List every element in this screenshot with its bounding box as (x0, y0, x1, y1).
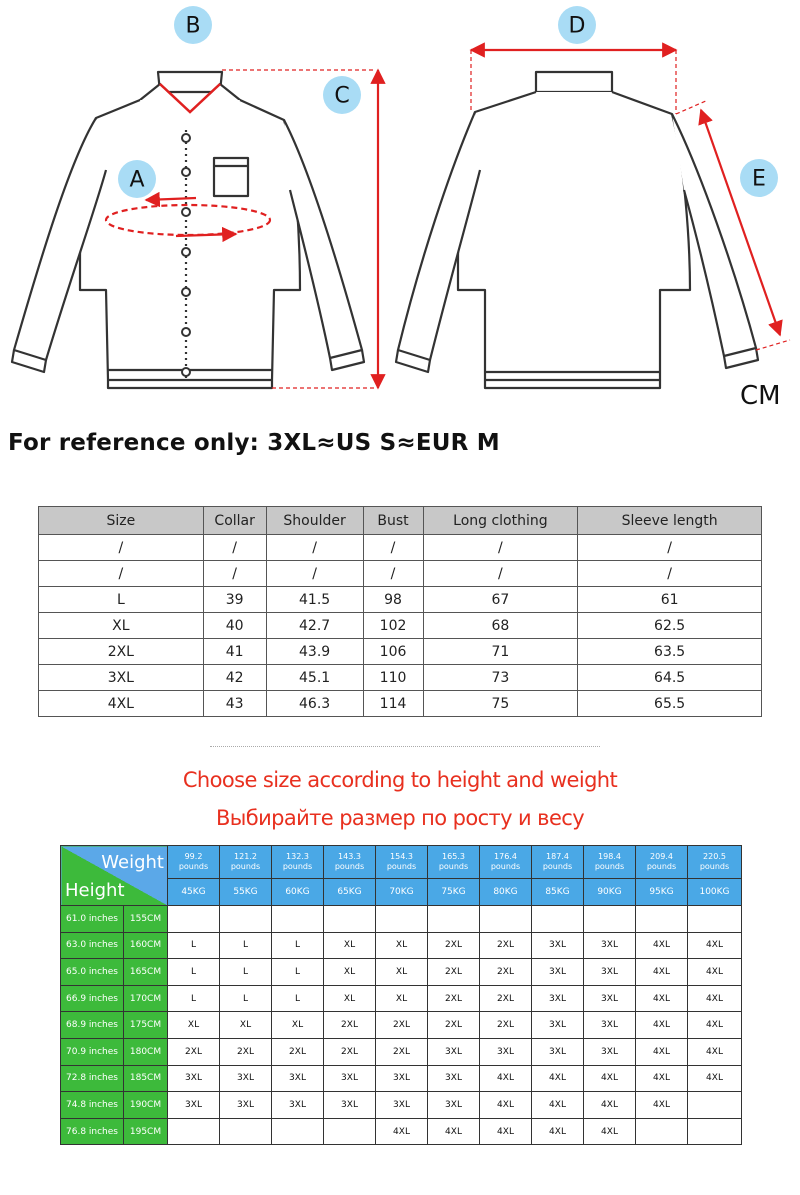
height-cm-cell: 195CM (124, 1118, 168, 1145)
table-row (39, 665, 762, 691)
size-cell (220, 906, 272, 933)
size-cell: 4XL (688, 1038, 742, 1065)
table-cell: 40 (203, 613, 266, 639)
height-cm-cell: 165CM (124, 959, 168, 986)
marker-a (118, 160, 156, 198)
size-cell: L (220, 959, 272, 986)
height-cm-cell: 185CM (124, 1065, 168, 1092)
size-cell: L (220, 932, 272, 959)
table-row (61, 1065, 742, 1092)
size-cell: 3XL (584, 1012, 636, 1039)
size-cell (636, 1118, 688, 1145)
size-cell: 4XL (688, 959, 742, 986)
size-cell: 3XL (168, 1065, 220, 1092)
size-cell: 2XL (480, 959, 532, 986)
table-row (61, 932, 742, 959)
table-cell: 4XL (39, 691, 204, 717)
marker-c (323, 76, 361, 114)
size-cell: 4XL (636, 1038, 688, 1065)
size-cell: XL (168, 1012, 220, 1039)
marker-d (558, 6, 596, 44)
marker-b-label: B (185, 13, 201, 39)
size-cell: 4XL (480, 1065, 532, 1092)
header-size: Size (39, 507, 204, 535)
size-table-header (39, 507, 762, 535)
table-cell: 65.5 (578, 691, 762, 717)
table-row (61, 1038, 742, 1065)
front-shirt-drawing (12, 72, 364, 388)
size-cell: 4XL (636, 1065, 688, 1092)
size-cell: 4XL (532, 1065, 584, 1092)
size-cell: L (272, 985, 324, 1012)
size-cell: 3XL (272, 1092, 324, 1119)
shirt-measurement-diagram (0, 0, 800, 410)
pounds-unit: pounds (699, 862, 730, 871)
marker-b (174, 6, 212, 44)
pounds-unit: pounds (230, 862, 261, 871)
weight-kg-header: 60KG (272, 879, 324, 906)
size-cell: 4XL (636, 932, 688, 959)
pounds-value: 187.4 (546, 852, 569, 861)
size-cell: 2XL (272, 1038, 324, 1065)
table-cell: / (39, 561, 204, 587)
pounds-value: 165.3 (442, 852, 465, 861)
size-cell: 3XL (584, 932, 636, 959)
table-cell: / (423, 535, 578, 561)
section-divider (210, 746, 600, 747)
table-cell: / (363, 535, 423, 561)
size-cell: L (220, 985, 272, 1012)
size-cell: 2XL (428, 985, 480, 1012)
pounds-unit: pounds (594, 862, 625, 871)
size-cell: 2XL (376, 1038, 428, 1065)
size-cell: 4XL (480, 1092, 532, 1119)
table-row (61, 1118, 742, 1145)
size-cell: XL (272, 1012, 324, 1039)
height-cm-cell: 160CM (124, 932, 168, 959)
marker-d-label: D (568, 13, 586, 39)
size-cell: 3XL (324, 1065, 376, 1092)
table-cell: 46.3 (266, 691, 363, 717)
pounds-value: 121.2 (234, 852, 257, 861)
size-cell: 3XL (376, 1092, 428, 1119)
size-cell: 4XL (636, 959, 688, 986)
size-cell (376, 906, 428, 933)
size-cell: 3XL (532, 1012, 584, 1039)
size-cell: 2XL (480, 932, 532, 959)
marker-c-label: C (334, 83, 350, 109)
size-cell: 3XL (376, 1065, 428, 1092)
size-cell (688, 1118, 742, 1145)
size-cell: 4XL (532, 1118, 584, 1145)
pounds-value: 209.4 (650, 852, 673, 861)
size-cell: 3XL (428, 1038, 480, 1065)
size-cell: 3XL (532, 1038, 584, 1065)
size-cell: 2XL (168, 1038, 220, 1065)
size-cell: 4XL (428, 1118, 480, 1145)
table-cell: 75 (423, 691, 578, 717)
size-cell (584, 906, 636, 933)
pounds-value: 143.3 (338, 852, 361, 861)
pounds-value: 220.5 (703, 852, 726, 861)
weight-kg-header: 100KG (688, 879, 742, 906)
pounds-unit: pounds (386, 862, 417, 871)
size-cell: 4XL (584, 1092, 636, 1119)
size-cell: 2XL (324, 1012, 376, 1039)
size-cell: 2XL (480, 1012, 532, 1039)
size-cell: XL (220, 1012, 272, 1039)
header-shoulder: Shoulder (266, 507, 363, 535)
size-cell: 3XL (532, 985, 584, 1012)
table-cell: 3XL (39, 665, 204, 691)
size-cell (168, 906, 220, 933)
table-cell: 71 (423, 639, 578, 665)
height-inches-cell: 76.8 inches (61, 1118, 124, 1145)
size-cell (428, 906, 480, 933)
weight-kg-header: 90KG (584, 879, 636, 906)
table-cell: 64.5 (578, 665, 762, 691)
size-cell: 4XL (636, 1092, 688, 1119)
header-bust: Bust (363, 507, 423, 535)
pounds-value: 132.3 (286, 852, 309, 861)
height-axis-label: Height (65, 880, 125, 901)
table-cell: 62.5 (578, 613, 762, 639)
size-cell: XL (324, 985, 376, 1012)
size-cell: 3XL (324, 1092, 376, 1119)
weight-pounds-header (376, 846, 428, 879)
size-cell: 3XL (168, 1092, 220, 1119)
table-cell: 106 (363, 639, 423, 665)
size-cell: 3XL (584, 1038, 636, 1065)
table-row (39, 587, 762, 613)
height-inches-cell: 65.0 inches (61, 959, 124, 986)
size-cell: 3XL (532, 932, 584, 959)
height-cm-cell: 180CM (124, 1038, 168, 1065)
weight-kg-header: 95KG (636, 879, 688, 906)
table-cell: / (578, 535, 762, 561)
table-cell: 45.1 (266, 665, 363, 691)
weight-pounds-header (480, 846, 532, 879)
table-cell: 98 (363, 587, 423, 613)
weight-kg-header: 45KG (168, 879, 220, 906)
table-cell: / (578, 561, 762, 587)
size-cell: 4XL (636, 1012, 688, 1039)
header-long-clothing: Long clothing (423, 507, 578, 535)
size-cell (220, 1118, 272, 1145)
weight-kg-header: 65KG (324, 879, 376, 906)
table-cell: L (39, 587, 204, 613)
size-cell: 2XL (324, 1038, 376, 1065)
table-row (39, 639, 762, 665)
size-cell: 4XL (584, 1118, 636, 1145)
table-row (61, 1012, 742, 1039)
size-cell: 3XL (532, 959, 584, 986)
size-cell: L (168, 959, 220, 986)
size-cell: 3XL (428, 1065, 480, 1092)
weight-kg-header: 85KG (532, 879, 584, 906)
pounds-unit: pounds (542, 862, 573, 871)
unit-label: CM (740, 381, 781, 410)
table-cell: / (423, 561, 578, 587)
weight-kg-header: 80KG (480, 879, 532, 906)
table-cell: 61 (578, 587, 762, 613)
size-cell: 2XL (428, 932, 480, 959)
size-cell: 4XL (688, 1065, 742, 1092)
table-row (39, 535, 762, 561)
table-cell: / (39, 535, 204, 561)
table-cell: 73 (423, 665, 578, 691)
height-cm-cell: 190CM (124, 1092, 168, 1119)
choose-size-title-english: Choose size according to height and weight (182, 768, 618, 792)
table-cell: / (266, 561, 363, 587)
size-cell (688, 1092, 742, 1119)
size-cell: 4XL (480, 1118, 532, 1145)
weight-kg-header: 75KG (428, 879, 480, 906)
size-cell: XL (376, 932, 428, 959)
size-cell (168, 1118, 220, 1145)
size-cell: 2XL (376, 1012, 428, 1039)
size-cell: XL (324, 932, 376, 959)
table-row (39, 613, 762, 639)
table-cell: 43.9 (266, 639, 363, 665)
size-cell (636, 906, 688, 933)
table-cell: 43 (203, 691, 266, 717)
height-inches-cell: 68.9 inches (61, 1012, 124, 1039)
size-cell (532, 906, 584, 933)
weight-kg-header: 55KG (220, 879, 272, 906)
table-cell: 2XL (39, 639, 204, 665)
size-cell: 3XL (220, 1092, 272, 1119)
size-cell: 3XL (480, 1038, 532, 1065)
table-row (61, 985, 742, 1012)
pounds-unit: pounds (646, 862, 677, 871)
size-cell (324, 906, 376, 933)
size-cell: 3XL (584, 985, 636, 1012)
size-cell: 3XL (272, 1065, 324, 1092)
weight-pounds-header (272, 846, 324, 879)
marker-e-label: E (752, 166, 766, 192)
pounds-value: 198.4 (598, 852, 621, 861)
size-cell (324, 1118, 376, 1145)
size-cell: L (168, 932, 220, 959)
size-cell: 3XL (220, 1065, 272, 1092)
table-cell: 102 (363, 613, 423, 639)
size-cell (272, 1118, 324, 1145)
size-measurement-table (38, 506, 762, 717)
pounds-unit: pounds (438, 862, 469, 871)
size-cell: 4XL (688, 932, 742, 959)
size-cell (480, 906, 532, 933)
size-cell: XL (324, 959, 376, 986)
table-row (39, 691, 762, 717)
height-cm-cell: 155CM (124, 906, 168, 933)
size-cell: 2XL (220, 1038, 272, 1065)
size-cell: L (272, 959, 324, 986)
pounds-value: 154.3 (390, 852, 413, 861)
pounds-unit: pounds (178, 862, 209, 871)
size-cell: XL (376, 985, 428, 1012)
table-cell: 42 (203, 665, 266, 691)
table-cell: XL (39, 613, 204, 639)
table-cell: 114 (363, 691, 423, 717)
size-cell: 2XL (480, 985, 532, 1012)
size-cell: 4XL (376, 1118, 428, 1145)
weight-axis-label: Weight (101, 852, 164, 873)
size-cell: 2XL (428, 1012, 480, 1039)
pounds-value: 176.4 (494, 852, 517, 861)
table-row (61, 906, 742, 933)
weight-height-corner-header (61, 846, 168, 906)
size-cell: 4XL (532, 1092, 584, 1119)
marker-e (740, 159, 778, 197)
size-cell: 4XL (584, 1065, 636, 1092)
table-cell: / (266, 535, 363, 561)
weight-pounds-header (532, 846, 584, 879)
table-cell: 42.7 (266, 613, 363, 639)
pounds-unit: pounds (490, 862, 521, 871)
marker-a-label: A (129, 167, 145, 193)
table-cell: 41 (203, 639, 266, 665)
table-cell: / (363, 561, 423, 587)
height-inches-cell: 72.8 inches (61, 1065, 124, 1092)
weight-pounds-header (584, 846, 636, 879)
table-cell: 68 (423, 613, 578, 639)
size-cell: 4XL (636, 985, 688, 1012)
table-cell: 39 (203, 587, 266, 613)
table-cell: 41.5 (266, 587, 363, 613)
size-cell: 4XL (688, 1012, 742, 1039)
pounds-unit: pounds (334, 862, 365, 871)
table-row (61, 959, 742, 986)
weight-kg-header: 70KG (376, 879, 428, 906)
table-cell: 63.5 (578, 639, 762, 665)
height-cm-cell: 175CM (124, 1012, 168, 1039)
height-inches-cell: 61.0 inches (61, 906, 124, 933)
table-cell: / (203, 535, 266, 561)
height-weight-size-table (60, 845, 742, 1145)
table-cell: / (203, 561, 266, 587)
size-cell: 3XL (584, 959, 636, 986)
height-inches-cell: 66.9 inches (61, 985, 124, 1012)
height-inches-cell: 74.8 inches (61, 1092, 124, 1119)
weight-pounds-row (61, 846, 742, 879)
table-cell: 110 (363, 665, 423, 691)
size-cell: XL (376, 959, 428, 986)
size-cell: 2XL (428, 959, 480, 986)
header-collar: Collar (203, 507, 266, 535)
pounds-unit: pounds (282, 862, 313, 871)
height-inches-cell: 70.9 inches (61, 1038, 124, 1065)
size-reference-note: For reference only: 3XL≈US S≈EUR M (8, 430, 500, 456)
size-cell: 3XL (428, 1092, 480, 1119)
height-cm-cell: 170CM (124, 985, 168, 1012)
pounds-value: 99.2 (184, 852, 203, 861)
height-inches-cell: 63.0 inches (61, 932, 124, 959)
weight-pounds-header (428, 846, 480, 879)
table-row (61, 1092, 742, 1119)
size-cell: L (272, 932, 324, 959)
header-sleeve-length: Sleeve length (578, 507, 762, 535)
table-row (39, 561, 762, 587)
weight-pounds-header (324, 846, 376, 879)
weight-pounds-header (688, 846, 742, 879)
choose-size-title-russian: Выбирайте размер по росту и весу (215, 806, 585, 830)
size-cell: 4XL (688, 985, 742, 1012)
size-cell (688, 906, 742, 933)
weight-pounds-header (220, 846, 272, 879)
weight-pounds-header (636, 846, 688, 879)
weight-pounds-header (168, 846, 220, 879)
table-cell: 67 (423, 587, 578, 613)
size-cell (272, 906, 324, 933)
size-cell: L (168, 985, 220, 1012)
